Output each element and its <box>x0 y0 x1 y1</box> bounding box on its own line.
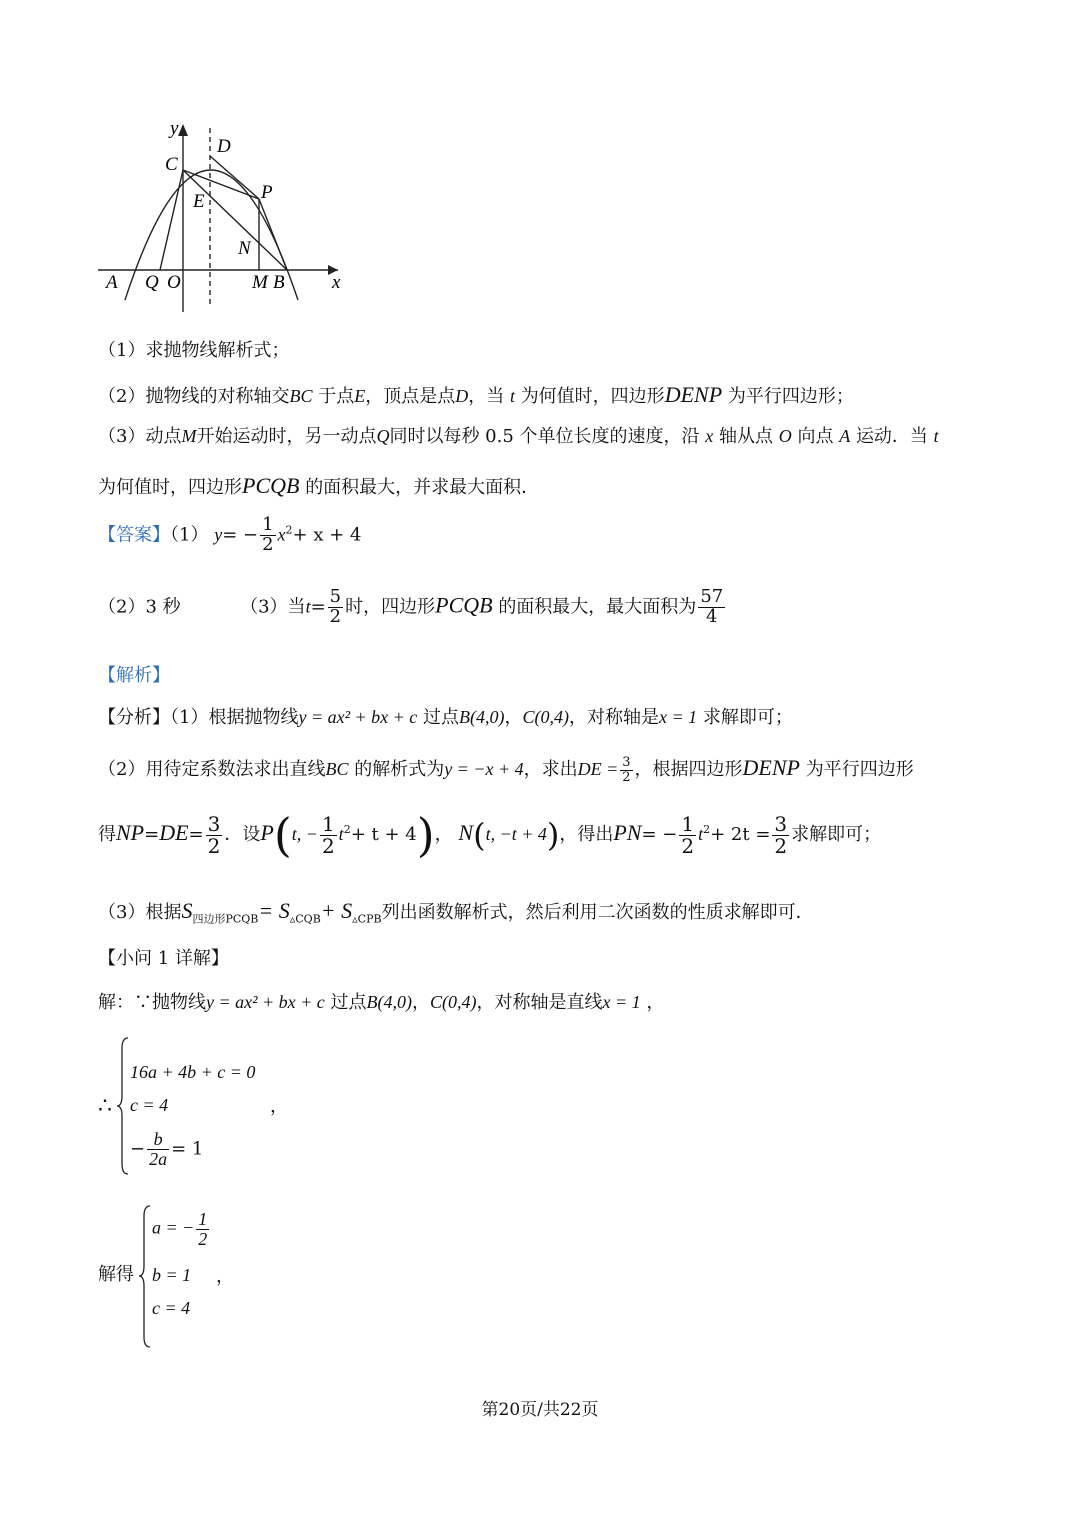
equation-system-2: 解得 a = − $\frac{1}{2}$ b = 1 c = 4 ， <box>98 1204 298 1349</box>
answer-2-3: （2）3 秒 （3）当t= $\frac{5}{2}$ 时，四边形PCQB 的面积最大，最大面积为 $\frac{57}{4}$ <box>98 586 724 627</box>
label-D: D <box>217 136 231 157</box>
label-x: x <box>332 272 341 293</box>
label-N: N <box>238 238 251 259</box>
analysis-p4: （3）根据$S_{四边形PCQB}= S_{▵CQB}+ S_{▵CPB}$列出函数解析式，然后利用二次函数的性质求解即可． <box>98 898 814 926</box>
question-3-line-2: 为何值时，四边形PCQB 的面积最大，并求最大面积． <box>98 473 540 498</box>
detail-line-1: 解：∵抛物线y = ax² + bx + c 过点B(4,0)，C(0,4)，对称轴是直线x = 1 ， <box>98 992 665 1013</box>
question-2: （2）抛物线的对称轴交BC 于点E，顶点是点D，当 t 为何值时，四边形DENP 为平行四边形； <box>98 382 854 407</box>
analysis-p1: 【分析】（1）根据抛物线y = ax² + bx + c 过点B(4,0)，C(0,4)，对称轴是x = 1 求解即可； <box>98 707 793 728</box>
segment-CQ <box>160 170 183 270</box>
segment-PB <box>259 199 287 270</box>
label-C: C <box>165 154 178 175</box>
label-y: y <box>170 118 179 139</box>
question-1: （1）求抛物线解析式； <box>98 340 290 361</box>
label-P: P <box>261 182 273 203</box>
equation-system-1: ∴ 16a + 4b + c = 0 c = 4 − $\frac{b}{2a}$ = 1 ， <box>98 1036 298 1176</box>
detail-tag: 【小问 1 详解】 <box>98 948 229 969</box>
segment-DP <box>210 156 259 199</box>
label-A: A <box>106 272 118 293</box>
parabola-figure <box>92 118 362 318</box>
analysis-p3: 得NP=DE= $\frac{3}{2}$ ．设P(t, − $\frac{1}{2}$ $t^2+ t + 4$)， N(t, −t + 4)，得出PN= − $\frac{1}{2}$ $t^2+ 2t$ = $\frac{3}{2}$ 求解即可； <box>98 808 882 862</box>
question-3-line-1: （3）动点M开始运动时，另一动点Q同时以每秒 0.5 个单位长度的速度，沿 x 轴从点 O 向点 A 运动．当 t <box>98 426 939 447</box>
analysis-p2: （2）用待定系数法求出直线BC 的解析式为y = −x + 4，求出DE = $\frac{3}{2}$ ，根据四边形DENP 为平行四边形 <box>98 755 914 785</box>
label-M: M <box>252 272 268 293</box>
left-brace-1 <box>116 1036 130 1176</box>
analysis-tag: 【解析】 <box>98 665 170 686</box>
left-brace-2 <box>138 1204 152 1349</box>
answer-1: 【答案】（1） y= − $\frac{1}{2}$ $x^2+ x + 4$ <box>98 514 362 555</box>
page-footer: 第20页/共22页 <box>481 1400 599 1420</box>
label-Q: Q <box>145 272 159 293</box>
answer-tag: 【答案】 <box>98 524 170 546</box>
y-axis-arrow <box>178 124 188 136</box>
label-E: E <box>193 191 205 212</box>
label-B: B <box>273 272 285 293</box>
label-O: O <box>167 272 181 293</box>
